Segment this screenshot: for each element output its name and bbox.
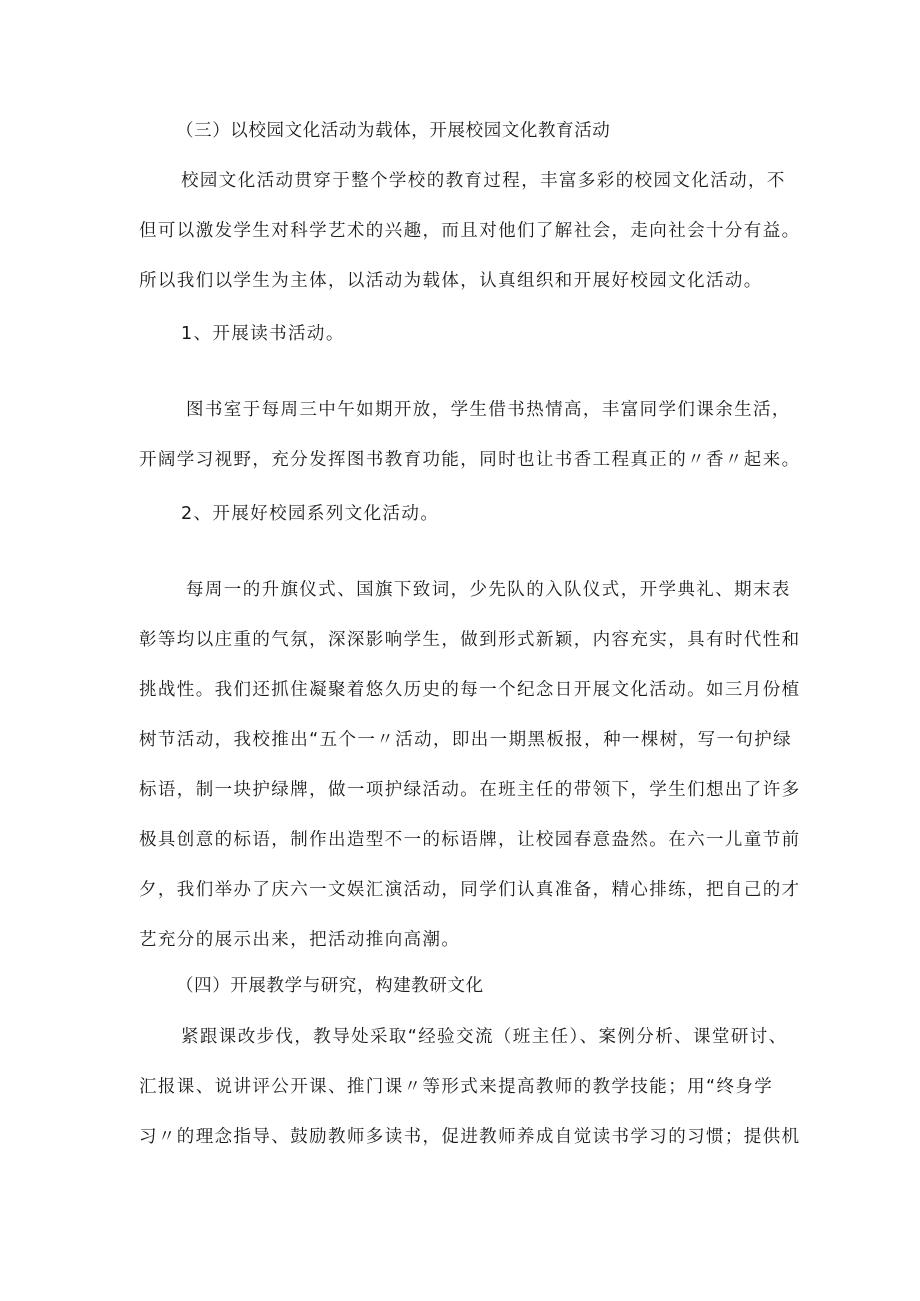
- paragraph-line: 标语，制一块护绿牌，做一项护绿活动。在班主任的带领下，学生们想出了许多: [139, 780, 801, 800]
- paragraph-line: 校园文化活动贯穿于整个学校的教育过程，丰富多彩的校园文化活动，不: [181, 171, 786, 191]
- paragraph-line: 彰等均以庄重的气氛，深深影响学生，做到形式新颖，内容充实，具有时代性和: [139, 630, 801, 650]
- paragraph-line: 挑战性。我们还抓住凝聚着悠久历史的每一个纪念日开展文化活动。如三月份植: [139, 680, 801, 700]
- paragraph-line: 开阔学习视野，充分发挥图书教育功能，同时也让书香工程真正的〃香〃起来。: [139, 450, 801, 470]
- paragraph-line: 极具创意的标语，制作出造型不一的标语牌，让校园春意盎然。在六一儿童节前: [139, 830, 801, 850]
- paragraph-line: 每周一的升旗仪式、国旗下致词，少先队的入队仪式，开学典礼、期末表: [186, 580, 791, 600]
- list-item-title: 2、开展好校园系列文化活动。: [181, 504, 440, 524]
- paragraph-line: 但可以激发学生对科学艺术的兴趣，而且对他们了解社会，走向社会十分有益。: [139, 221, 801, 241]
- paragraph-line: 习〃的理念指导、鼓励教师多读书，促进教师养成自觉读书学习的习惯；提供机: [139, 1127, 801, 1147]
- paragraph-line: 树节活动，我校推出“五个一〃活动，即出一期黑板报，种一棵树，写一句护绿: [139, 730, 793, 750]
- section-heading: （四）开展教学与研究，构建教研文化: [176, 976, 484, 996]
- paragraph-line: 紧跟课改步伐，教导处采取“经验交流（班主任）、案例分析、课堂研讨、: [181, 1027, 788, 1047]
- section-heading: （三）以校园文化活动为载体，开展校园文化教育活动: [176, 121, 611, 141]
- paragraph-line: 图书室于每周三中午如期开放，学生借书热情高，丰富同学们课余生活，: [186, 400, 791, 420]
- paragraph-line: 所以我们以学生为主体，以活动为载体，认真组织和开展好校园文化活动。: [139, 271, 763, 291]
- list-item-title: 1、开展读书活动。: [181, 324, 345, 344]
- paragraph-line: 艺充分的展示出来，把活动推向高潮。: [139, 930, 461, 950]
- paragraph-line: 夕，我们举办了庆六一文娱汇演活动，同学们认真准备，精心排练，把自己的才: [139, 880, 801, 900]
- paragraph-line: 汇报课、说讲评公开课、推门课〃等形式来提高教师的教学技能；用“终身学: [139, 1077, 774, 1097]
